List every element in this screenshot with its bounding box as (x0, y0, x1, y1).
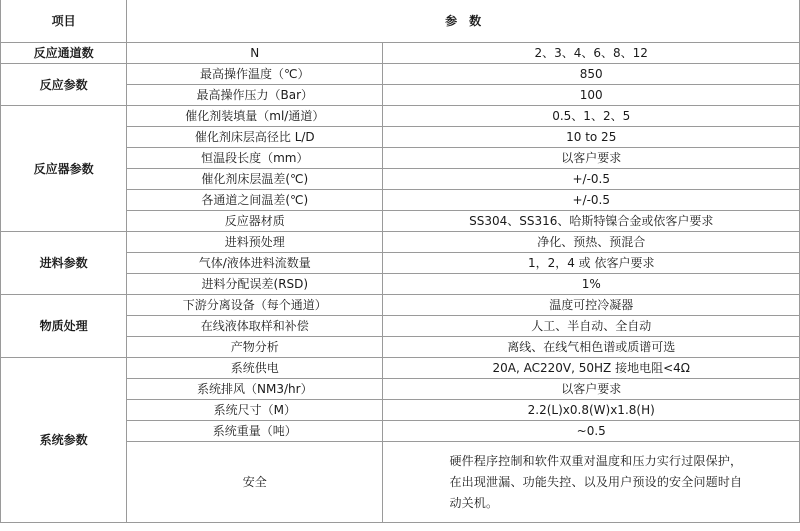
param-name-cell: 催化剂装填量（ml/通道） (127, 106, 383, 127)
param-value-cell: 净化、预热、预混合 (383, 232, 800, 253)
param-name-cell: 安全 (127, 442, 383, 523)
param-name-cell: 进料分配误差(RSD) (127, 274, 383, 295)
table-row (1, 358, 800, 379)
param-value-cell: +/-0.5 (383, 169, 800, 190)
param-value-cell: 硬件程序控制和软件双重对温度和压力实行过限保护，在出现泄漏、功能失控、以及用户预设的安全问题时自动关机。 (383, 442, 800, 523)
param-value-cell: 100 (383, 85, 800, 106)
param-value-cell: 温度可控冷凝器 (383, 295, 800, 316)
table-row (1, 64, 800, 85)
param-value-cell: 离线、在线气相色谱或质谱可选 (383, 337, 800, 358)
param-name-cell: 最高操作温度（℃） (127, 64, 383, 85)
param-name-cell: 进料预处理 (127, 232, 383, 253)
param-value-cell: 以客户要求 (383, 148, 800, 169)
table-row (1, 295, 800, 316)
header-item: 项目 (1, 0, 127, 43)
param-value-cell: SS304、SS316、哈斯特镍合金或依客户要求 (383, 211, 800, 232)
param-value-cell: 0.5、1、2、5 (383, 106, 800, 127)
param-name-cell: 催化剂床层温差(℃) (127, 169, 383, 190)
param-name-cell: 系统供电 (127, 358, 383, 379)
param-name-cell: N (127, 43, 383, 64)
param-name-cell: 恒温段长度（mm） (127, 148, 383, 169)
param-value-cell: 850 (383, 64, 800, 85)
param-name-cell: 系统尺寸（M） (127, 400, 383, 421)
param-value-cell: 1% (383, 274, 800, 295)
param-name-cell: 系统重量（吨） (127, 421, 383, 442)
param-name-cell: 各通道之间温差(℃) (127, 190, 383, 211)
param-value-cell: 以客户要求 (383, 379, 800, 400)
category-cell: 反应通道数 (1, 43, 127, 64)
param-name-cell: 产物分析 (127, 337, 383, 358)
param-name-cell: 气体/液体进料流数量 (127, 253, 383, 274)
param-value-cell: +/-0.5 (383, 190, 800, 211)
category-cell: 进料参数 (1, 232, 127, 295)
param-name-cell: 反应器材质 (127, 211, 383, 232)
param-value-cell: 2.2(L)x0.8(W)x1.8(H) (383, 400, 800, 421)
param-value-cell: 人工、半自动、全自动 (383, 316, 800, 337)
category-cell: 反应参数 (1, 64, 127, 106)
param-name-cell: 最高操作压力（Bar） (127, 85, 383, 106)
param-name-cell: 系统排风（NM3/hr） (127, 379, 383, 400)
category-cell: 物质处理 (1, 295, 127, 358)
param-value-cell: ~0.5 (383, 421, 800, 442)
table-row (1, 232, 800, 253)
table-row (1, 43, 800, 64)
param-value-cell: 1，2，4 或 依客户要求 (383, 253, 800, 274)
param-name-cell: 下游分离设备（每个通道） (127, 295, 383, 316)
param-name-cell: 催化剂床层高径比 L/D (127, 127, 383, 148)
param-value-cell: 20A, AC220V, 50HZ 接地电阻<4Ω (383, 358, 800, 379)
category-cell: 反应器参数 (1, 106, 127, 232)
header-params: 参 数 (127, 0, 800, 43)
table-header-row (1, 0, 800, 43)
param-value-cell: 10 to 25 (383, 127, 800, 148)
param-value-cell: 2、3、4、6、8、12 (383, 43, 800, 64)
category-cell: 系统参数 (1, 358, 127, 523)
param-name-cell: 在线液体取样和补偿 (127, 316, 383, 337)
table-row (1, 106, 800, 127)
